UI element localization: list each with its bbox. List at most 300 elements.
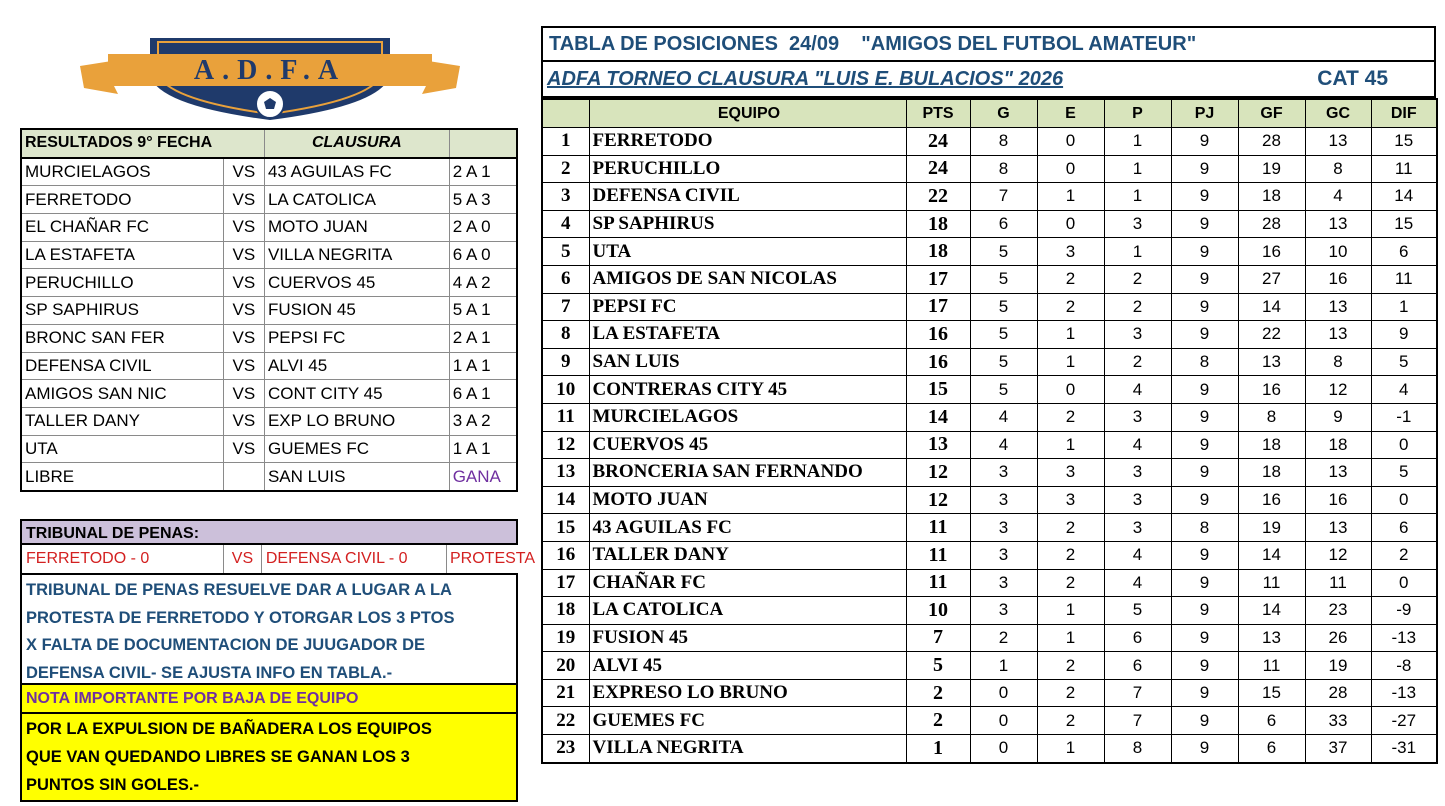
result-score: 6 A 0 <box>449 241 517 269</box>
tribunal-case-status: PROTESTA <box>450 550 536 567</box>
result-away-team: PEPSI FC <box>264 324 449 352</box>
standings-cell-g: 3 <box>970 569 1037 597</box>
standings-cell-p: 3 <box>1104 459 1171 487</box>
standings-cell-gc: 23 <box>1305 597 1371 625</box>
standings-cell-pj: 9 <box>1171 431 1238 459</box>
result-home-team: LA ESTAFETA <box>21 241 223 269</box>
standings-cell-pos: 20 <box>542 652 589 680</box>
standings-cell-gf: 13 <box>1238 348 1305 376</box>
tribunal-line: DEFENSA CIVIL- SE AJUSTA INFO EN TABLA.- <box>26 663 393 682</box>
standings-cell-pos: 21 <box>542 679 589 707</box>
standings-cell-pos: 14 <box>542 486 589 514</box>
standings-cell-pts: 17 <box>906 265 970 293</box>
standings-cell-e: 1 <box>1037 431 1104 459</box>
standings-cell-e: 3 <box>1037 459 1104 487</box>
standings-cell-team: CONTRERAS CITY 45 <box>589 376 906 404</box>
standings-cell-team: CUERVOS 45 <box>589 431 906 459</box>
standings-row <box>542 210 1437 238</box>
result-home-team: LIBRE <box>21 463 223 491</box>
standings-row <box>542 652 1437 680</box>
standings-cell-p: 3 <box>1104 514 1171 542</box>
standings-cell-gc: 18 <box>1305 431 1371 459</box>
result-away-team: SAN LUIS <box>264 463 449 491</box>
standings-cell-team: 43 AGUILAS FC <box>589 514 906 542</box>
standings-cell-g: 7 <box>970 183 1037 211</box>
standings-cell-team: LA ESTAFETA <box>589 321 906 349</box>
standings-cell-e: 2 <box>1037 569 1104 597</box>
standings-row <box>542 459 1437 487</box>
standings-row <box>542 679 1437 707</box>
standings-cell-pos: 3 <box>542 183 589 211</box>
standings-cell-pos: 12 <box>542 431 589 459</box>
standings-cell-pts: 10 <box>906 597 970 625</box>
standings-cell-gf: 6 <box>1238 735 1305 763</box>
standings-cell-team: MURCIELAGOS <box>589 403 906 431</box>
standings-cell-g: 5 <box>970 376 1037 404</box>
standings-cell-gf: 27 <box>1238 265 1305 293</box>
standings-cell-pts: 18 <box>906 238 970 266</box>
standings-cell-gc: 12 <box>1305 541 1371 569</box>
standings-row <box>542 265 1437 293</box>
standings-cell-gc: 12 <box>1305 376 1371 404</box>
header-pos-blank <box>542 99 589 128</box>
result-home-team: UTA <box>21 435 223 463</box>
standings-cell-dif: 14 <box>1371 183 1437 211</box>
result-row <box>21 297 517 325</box>
standings-cell-dif: 0 <box>1371 569 1437 597</box>
standings-row <box>542 735 1437 763</box>
result-score: 6 A 1 <box>449 380 517 408</box>
result-vs: VS <box>223 214 264 242</box>
adfa-logo <box>80 36 460 122</box>
standings-table <box>541 98 1438 764</box>
standings-cell-gc: 13 <box>1305 459 1371 487</box>
result-away-team: EXP LO BRUNO <box>264 407 449 435</box>
result-home-team: BRONC SAN FER <box>21 324 223 352</box>
standings-cell-gc: 9 <box>1305 403 1371 431</box>
standings-cell-pj: 9 <box>1171 707 1238 735</box>
standings-cell-pj: 8 <box>1171 348 1238 376</box>
standings-row <box>542 376 1437 404</box>
standings-cell-p: 1 <box>1104 238 1171 266</box>
standings-cell-e: 2 <box>1037 707 1104 735</box>
result-vs: VS <box>223 324 264 352</box>
standings-header-row <box>542 99 1437 128</box>
standings-cell-dif: 5 <box>1371 348 1437 376</box>
standings-cell-e: 2 <box>1037 293 1104 321</box>
standings-cell-gc: 37 <box>1305 735 1371 763</box>
result-row <box>21 186 517 214</box>
standings-cell-e: 2 <box>1037 514 1104 542</box>
result-row <box>21 214 517 242</box>
standings-cell-pj: 9 <box>1171 735 1238 763</box>
result-score: 3 A 2 <box>449 407 517 435</box>
standings-cell-gf: 16 <box>1238 238 1305 266</box>
standings-cell-team: SP SAPHIRUS <box>589 210 906 238</box>
tribunal-resolution <box>20 573 518 685</box>
standings-cell-gc: 10 <box>1305 238 1371 266</box>
standings-cell-gf: 13 <box>1238 624 1305 652</box>
standings-cell-pts: 18 <box>906 210 970 238</box>
tribunal-case-vs: VS <box>224 545 262 573</box>
standings-cell-pos: 2 <box>542 155 589 183</box>
standings-cell-dif: 2 <box>1371 541 1437 569</box>
standings-cell-g: 8 <box>970 128 1037 156</box>
standings-cell-g: 3 <box>970 514 1037 542</box>
standings-cell-gf: 8 <box>1238 403 1305 431</box>
standings-cell-g: 0 <box>970 679 1037 707</box>
standings-cell-p: 8 <box>1104 735 1171 763</box>
standings-cell-dif: -1 <box>1371 403 1437 431</box>
standings-cell-team: TALLER DANY <box>589 541 906 569</box>
standings-cell-dif: 6 <box>1371 238 1437 266</box>
standings-cell-p: 1 <box>1104 183 1171 211</box>
standings-cell-p: 3 <box>1104 403 1171 431</box>
standings-cell-p: 6 <box>1104 652 1171 680</box>
standings-cell-e: 0 <box>1037 155 1104 183</box>
standings-cell-team: SAN LUIS <box>589 348 906 376</box>
result-row <box>21 435 517 463</box>
standings-cell-team: AMIGOS DE SAN NICOLAS <box>589 265 906 293</box>
result-vs: VS <box>223 352 264 380</box>
result-row <box>21 269 517 297</box>
standings-cell-pts: 22 <box>906 183 970 211</box>
standings-cell-e: 2 <box>1037 652 1104 680</box>
col-header-e: E <box>1037 99 1104 128</box>
standings-cell-pj: 9 <box>1171 541 1238 569</box>
standings-cell-pj: 9 <box>1171 183 1238 211</box>
standings-cell-pts: 11 <box>906 569 970 597</box>
standings-cell-g: 3 <box>970 486 1037 514</box>
result-away-team: 43 AGUILAS FC <box>264 158 449 186</box>
result-away-team: CUERVOS 45 <box>264 269 449 297</box>
standings-cell-gc: 33 <box>1305 707 1371 735</box>
standings-cell-e: 1 <box>1037 735 1104 763</box>
standings-cell-p: 3 <box>1104 486 1171 514</box>
standings-cell-pts: 17 <box>906 293 970 321</box>
standings-cell-pos: 13 <box>542 459 589 487</box>
standings-cell-pj: 9 <box>1171 652 1238 680</box>
standings-cell-pos: 23 <box>542 735 589 763</box>
col-header-p: P <box>1104 99 1171 128</box>
standings-cell-dif: 4 <box>1371 376 1437 404</box>
standings-cell-pj: 9 <box>1171 128 1238 156</box>
standings-cell-pj: 9 <box>1171 624 1238 652</box>
tribunal-case-row <box>20 545 536 573</box>
results-table <box>20 128 518 492</box>
result-row <box>21 241 517 269</box>
nota-line: PUNTOS SIN GOLES.- <box>26 776 199 794</box>
standings-cell-team: BRONCERIA SAN FERNANDO <box>589 459 906 487</box>
standings-cell-gf: 14 <box>1238 541 1305 569</box>
standings-cell-pts: 24 <box>906 128 970 156</box>
results-header-row <box>21 129 517 158</box>
result-vs: VS <box>223 435 264 463</box>
standings-cell-team: ALVI 45 <box>589 652 906 680</box>
result-home-team: AMIGOS SAN NIC <box>21 380 223 408</box>
standings-cell-gf: 11 <box>1238 652 1305 680</box>
standings-cell-pos: 9 <box>542 348 589 376</box>
standings-cell-g: 4 <box>970 403 1037 431</box>
standings-cell-dif: 11 <box>1371 155 1437 183</box>
result-vs: VS <box>223 241 264 269</box>
standings-cell-p: 2 <box>1104 348 1171 376</box>
standings-cell-gc: 28 <box>1305 679 1371 707</box>
standings-cell-dif: -8 <box>1371 652 1437 680</box>
standings-cell-gc: 13 <box>1305 321 1371 349</box>
standings-cell-gf: 14 <box>1238 293 1305 321</box>
standings-cell-pts: 7 <box>906 624 970 652</box>
standings-subtitle-bar <box>541 62 1436 98</box>
standings-cell-dif: 15 <box>1371 210 1437 238</box>
standings-cell-g: 5 <box>970 321 1037 349</box>
standings-cell-e: 2 <box>1037 403 1104 431</box>
standings-cell-pj: 8 <box>1171 514 1238 542</box>
standings-cell-pts: 12 <box>906 486 970 514</box>
result-row <box>21 324 517 352</box>
standings-cell-pj: 9 <box>1171 210 1238 238</box>
standings-cell-dif: 15 <box>1371 128 1437 156</box>
result-score: 5 A 3 <box>449 186 517 214</box>
standings-cell-p: 5 <box>1104 597 1171 625</box>
logo-text: A.D.F.A <box>193 55 347 86</box>
standings-cell-gf: 16 <box>1238 376 1305 404</box>
standings-cell-e: 1 <box>1037 321 1104 349</box>
result-home-team: PERUCHILLO <box>21 269 223 297</box>
standings-cell-pts: 13 <box>906 431 970 459</box>
result-home-team: TALLER DANY <box>21 407 223 435</box>
standings-cell-gc: 16 <box>1305 265 1371 293</box>
standings-cell-pj: 9 <box>1171 321 1238 349</box>
standings-cell-pts: 11 <box>906 514 970 542</box>
standings-cell-pts: 11 <box>906 541 970 569</box>
standings-cell-e: 2 <box>1037 265 1104 293</box>
result-away-team: CONT CITY 45 <box>264 380 449 408</box>
standings-cell-gc: 8 <box>1305 155 1371 183</box>
standings-cell-g: 2 <box>970 624 1037 652</box>
standings-cell-dif: 9 <box>1371 321 1437 349</box>
standings-cell-gc: 13 <box>1305 210 1371 238</box>
standings-cell-gf: 18 <box>1238 431 1305 459</box>
result-away-team: ALVI 45 <box>264 352 449 380</box>
standings-cell-dif: 0 <box>1371 486 1437 514</box>
col-header-gc: GC <box>1305 99 1371 128</box>
standings-row <box>542 624 1437 652</box>
standings-cell-dif: -13 <box>1371 624 1437 652</box>
standings-row <box>542 403 1437 431</box>
standings-row <box>542 155 1437 183</box>
standings-cell-pts: 12 <box>906 459 970 487</box>
standings-cell-p: 4 <box>1104 431 1171 459</box>
nota-line: QUE VAN QUEDANDO LIBRES SE GANAN LOS 3 <box>26 748 410 766</box>
standings-row <box>542 431 1437 459</box>
standings-cell-gc: 8 <box>1305 348 1371 376</box>
result-vs: VS <box>223 297 264 325</box>
standings-cell-pos: 16 <box>542 541 589 569</box>
standings-cell-pos: 7 <box>542 293 589 321</box>
tribunal-case-home: FERRETODO - 0 <box>22 545 224 573</box>
standings-cell-pos: 8 <box>542 321 589 349</box>
standings-cell-e: 1 <box>1037 597 1104 625</box>
standings-cell-gc: 16 <box>1305 486 1371 514</box>
standings-cell-gf: 18 <box>1238 459 1305 487</box>
standings-cell-pts: 14 <box>906 403 970 431</box>
standings-category: CAT 45 <box>1317 67 1388 90</box>
standings-cell-e: 1 <box>1037 183 1104 211</box>
standings-cell-pj: 9 <box>1171 486 1238 514</box>
standings-cell-g: 3 <box>970 597 1037 625</box>
standings-title: TABLA DE POSICIONES 24/09 "AMIGOS DEL FUTBOL AMATEUR" <box>541 26 1436 62</box>
standings-cell-p: 2 <box>1104 265 1171 293</box>
standings-cell-pj: 9 <box>1171 238 1238 266</box>
standings-cell-team: FERRETODO <box>589 128 906 156</box>
nota-line: POR LA EXPULSION DE BAÑADERA LOS EQUIPOS <box>26 720 432 738</box>
col-header-pj: PJ <box>1171 99 1238 128</box>
standings-cell-pts: 15 <box>906 376 970 404</box>
standings-cell-e: 3 <box>1037 238 1104 266</box>
results-title: RESULTADOS 9° FECHA <box>21 129 264 158</box>
standings-cell-g: 5 <box>970 348 1037 376</box>
standings-cell-pos: 22 <box>542 707 589 735</box>
result-score: 1 A 1 <box>449 352 517 380</box>
result-away-team: GUEMES FC <box>264 435 449 463</box>
standings-cell-p: 3 <box>1104 210 1171 238</box>
standings-cell-team: LA CATOLICA <box>589 597 906 625</box>
standings-cell-p: 6 <box>1104 624 1171 652</box>
standings-cell-pj: 9 <box>1171 459 1238 487</box>
standings-cell-gc: 13 <box>1305 128 1371 156</box>
standings-cell-pts: 2 <box>906 707 970 735</box>
result-vs: VS <box>223 380 264 408</box>
result-vs: VS <box>223 269 264 297</box>
standings-cell-gf: 18 <box>1238 183 1305 211</box>
result-score: 5 A 1 <box>449 297 517 325</box>
result-row <box>21 352 517 380</box>
result-vs: VS <box>223 158 264 186</box>
col-header-g: G <box>970 99 1037 128</box>
standings-cell-g: 3 <box>970 541 1037 569</box>
result-vs: VS <box>223 407 264 435</box>
col-header-dif: DIF <box>1371 99 1437 128</box>
result-score: 1 A 1 <box>449 435 517 463</box>
standings-cell-p: 3 <box>1104 321 1171 349</box>
standings-cell-pj: 9 <box>1171 597 1238 625</box>
standings-cell-team: GUEMES FC <box>589 707 906 735</box>
standings-row <box>542 541 1437 569</box>
standings-cell-gc: 11 <box>1305 569 1371 597</box>
standings-cell-team: EXPRESO LO BRUNO <box>589 679 906 707</box>
col-header-gf: GF <box>1238 99 1305 128</box>
standings-cell-team: DEFENSA CIVIL <box>589 183 906 211</box>
standings-cell-team: PERUCHILLO <box>589 155 906 183</box>
result-score: 2 A 1 <box>449 324 517 352</box>
standings-cell-gf: 11 <box>1238 569 1305 597</box>
standings-cell-team: UTA <box>589 238 906 266</box>
tribunal-line: TRIBUNAL DE PENAS RESUELVE DAR A LUGAR A LA <box>26 581 452 599</box>
standings-cell-dif: -13 <box>1371 679 1437 707</box>
standings-cell-dif: 5 <box>1371 459 1437 487</box>
standings-cell-pos: 1 <box>542 128 589 156</box>
standings-row <box>542 569 1437 597</box>
standings-cell-gf: 6 <box>1238 707 1305 735</box>
standings-cell-pts: 2 <box>906 679 970 707</box>
standings-cell-pts: 1 <box>906 735 970 763</box>
standings-cell-pos: 18 <box>542 597 589 625</box>
standings-cell-g: 3 <box>970 459 1037 487</box>
standings-cell-g: 1 <box>970 652 1037 680</box>
standings-cell-gf: 15 <box>1238 679 1305 707</box>
result-score: 2 A 1 <box>449 158 517 186</box>
standings-cell-pj: 9 <box>1171 293 1238 321</box>
standings-cell-e: 2 <box>1037 679 1104 707</box>
standings-cell-g: 6 <box>970 210 1037 238</box>
result-score: 2 A 0 <box>449 214 517 242</box>
standings-cell-gc: 4 <box>1305 183 1371 211</box>
nota-title: NOTA IMPORTANTE POR BAJA DE EQUIPO <box>20 685 518 714</box>
standings-cell-gf: 14 <box>1238 597 1305 625</box>
tribunal-line: PROTESTA DE FERRETODO Y OTORGAR LOS 3 PTOS <box>26 608 455 627</box>
standings-row <box>542 348 1437 376</box>
standings-cell-dif: 6 <box>1371 514 1437 542</box>
tribunal-case-away: DEFENSA CIVIL - 0 <box>262 545 447 573</box>
standings-cell-dif: 0 <box>1371 431 1437 459</box>
standings-cell-g: 0 <box>970 707 1037 735</box>
standings-cell-p: 2 <box>1104 293 1171 321</box>
standings-cell-pj: 9 <box>1171 265 1238 293</box>
result-vs: VS <box>223 186 264 214</box>
standings-cell-e: 1 <box>1037 624 1104 652</box>
standings-cell-pos: 10 <box>542 376 589 404</box>
standings-cell-pts: 5 <box>906 652 970 680</box>
standings-cell-p: 1 <box>1104 128 1171 156</box>
standings-cell-pos: 4 <box>542 210 589 238</box>
standings-cell-team: CHAÑAR FC <box>589 569 906 597</box>
standings-row <box>542 597 1437 625</box>
result-away-team: MOTO JUAN <box>264 214 449 242</box>
standings-cell-dif: -27 <box>1371 707 1437 735</box>
tribunal-title: TRIBUNAL DE PENAS: <box>20 519 518 545</box>
standings-cell-e: 1 <box>1037 348 1104 376</box>
standings-cell-gf: 22 <box>1238 321 1305 349</box>
standings-cell-team: PEPSI FC <box>589 293 906 321</box>
standings-cell-g: 4 <box>970 431 1037 459</box>
standings-cell-pos: 6 <box>542 265 589 293</box>
standings-cell-gc: 26 <box>1305 624 1371 652</box>
standings-cell-e: 0 <box>1037 128 1104 156</box>
standings-subtitle: ADFA TORNEO CLAUSURA "LUIS E. BULACIOS" 2026 <box>547 68 1064 90</box>
result-home-team: MURCIELAGOS <box>21 158 223 186</box>
results-header-blank <box>449 129 517 158</box>
standings-cell-g: 8 <box>970 155 1037 183</box>
standings-row <box>542 321 1437 349</box>
result-row <box>21 380 517 408</box>
standings-cell-pts: 16 <box>906 321 970 349</box>
standings-cell-gf: 28 <box>1238 128 1305 156</box>
standings-row <box>542 128 1437 156</box>
standings-cell-pj: 9 <box>1171 403 1238 431</box>
standings-cell-g: 5 <box>970 293 1037 321</box>
result-home-team: DEFENSA CIVIL <box>21 352 223 380</box>
standings-cell-g: 5 <box>970 265 1037 293</box>
standings-cell-team: MOTO JUAN <box>589 486 906 514</box>
standings-cell-gf: 28 <box>1238 210 1305 238</box>
standings-row <box>542 293 1437 321</box>
result-row <box>21 463 517 491</box>
standings-cell-gf: 16 <box>1238 486 1305 514</box>
standings-cell-dif: 11 <box>1371 265 1437 293</box>
standings-cell-pos: 17 <box>542 569 589 597</box>
result-vs <box>223 463 264 491</box>
